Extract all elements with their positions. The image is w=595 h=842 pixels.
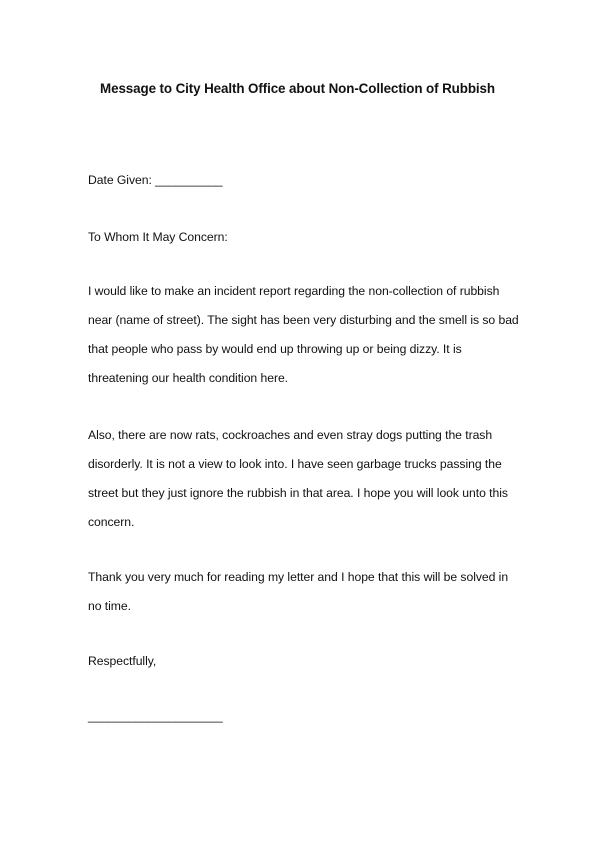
paragraph-line: that people who pass by would end up throwing up or being dizzy. It is [88, 342, 462, 356]
salutation: To Whom It May Concern: [88, 230, 228, 244]
signature-line: ____________________ [88, 709, 223, 723]
paragraph-line: Thank you very much for reading my letter and I hope that this will be solved in [88, 570, 509, 584]
letter-title: Message to City Health Office about Non-Collection of Rubbish [100, 81, 495, 96]
date-line: Date Given: __________ [88, 173, 223, 187]
paragraph-line: threatening our health condition here. [88, 371, 289, 385]
closing: Respectfully, [88, 654, 157, 668]
paragraph-line: Also, there are now rats, cockroaches and even stray dogs putting the trash [88, 428, 493, 442]
paragraph-line: disorderly. It is not a view to look into. I have seen garbage trucks passing the [88, 457, 502, 471]
body-paragraph-3 [88, 563, 518, 621]
paragraph-line: no time. [88, 599, 131, 613]
paragraph-line: I would like to make an incident report regarding the non-collection of rubbish [88, 284, 500, 298]
body-paragraph-2 [88, 421, 518, 537]
body-paragraph-1 [88, 277, 518, 393]
paragraph-line: street but they just ignore the rubbish in that area. I hope you will look unto this [88, 486, 508, 500]
paragraph-line: near (name of street). The sight has been very disturbing and the smell is so bad [88, 313, 519, 327]
paragraph-line: concern. [88, 515, 135, 529]
